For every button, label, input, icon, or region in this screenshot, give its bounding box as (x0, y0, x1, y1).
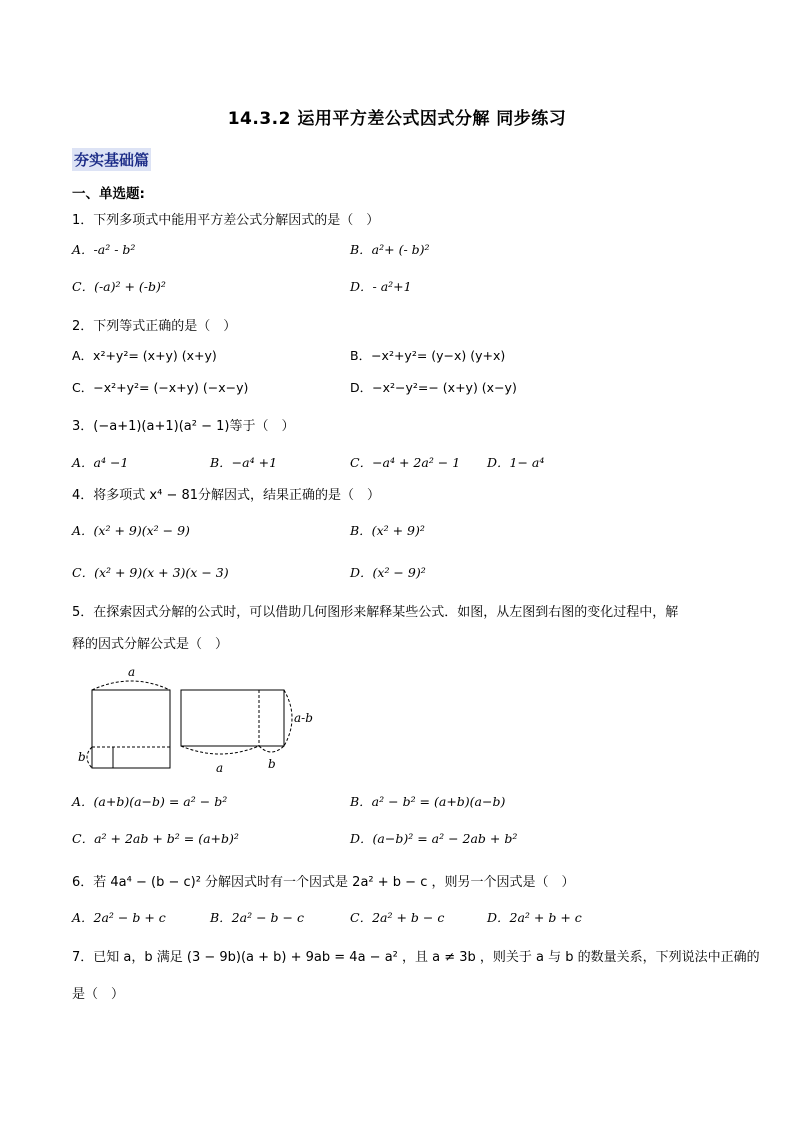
question-5-option-d: D．(a−b)² = a² − 2ab + b² (350, 831, 518, 846)
page-title: 14.3.2 运用平方差公式因式分解 同步练习 (227, 109, 567, 129)
section-heading: 一、单选题: (72, 186, 145, 202)
question-3-stem: 3．(−a+1)(a+1)(a² − 1)等于（ ） (72, 419, 295, 434)
question-5-stem-line-1: 5．在探索因式分解的公式时，可以借助几何图形来解释某些公式．如图，从左图到右图的变化过程中，解 (72, 605, 679, 620)
question-1-option-d: D．- a²+1 (350, 279, 412, 294)
question-2-option-a: A．x²+y²= (x+y) (x+y) (72, 348, 217, 363)
label-a-minus-b: a-b (294, 711, 313, 725)
left-square-figure (87, 681, 170, 768)
question-2-option-b: B．−x²+y²= (y−x) (y+x) (350, 348, 506, 363)
section-label: 夯实基础篇 (72, 148, 151, 171)
question-5-figure (70, 660, 330, 775)
question-6-option-a: A．2a² − b + c (72, 910, 166, 925)
question-7-stem-line-1: 7．已知 a，b 满足 (3 − 9b)(a + b) + 9ab = 4a − a² ，且 a ≠ 3b ，则关于 a 与 b 的数量关系，下列说法中正确的 (72, 950, 760, 965)
question-4-stem: 4．将多项式 x⁴ − 81分解因式，结果正确的是（ ） (72, 488, 381, 503)
question-5-stem-line-2: 释的因式分解公式是（ ） (72, 637, 229, 652)
question-3-option-c: C．−a⁴ + 2a² − 1 (350, 455, 461, 470)
question-1-stem: 1．下列多项式中能用平方差公式分解因式的是（ ） (72, 213, 380, 228)
question-2-option-c: C．−x²+y²= (−x+y) (−x−y) (72, 380, 249, 395)
question-4-option-d: D．(x² − 9)² (350, 565, 426, 580)
question-6-stem: 6．若 4a⁴ − (b − c)² 分解因式时有一个因式是 2a² + b − c ，则另一个因式是（ ） (72, 875, 575, 890)
question-5-option-a: A．(a+b)(a−b) = a² − b² (72, 794, 228, 809)
question-4-option-c: C．(x² + 9)(x + 3)(x − 3) (72, 565, 229, 580)
question-5-option-c: C．a² + 2ab + b² = (a+b)² (72, 831, 239, 846)
label-b-left: b (78, 750, 86, 764)
label-a-bottom: a (216, 761, 224, 775)
question-4-option-b: B．(x² + 9)² (350, 523, 425, 538)
label-a-top: a (128, 665, 136, 679)
question-5-option-b: B．a² − b² = (a+b)(a−b) (350, 794, 506, 809)
question-3-option-d: D．1− a⁴ (487, 455, 545, 470)
label-b-bottom: b (268, 757, 276, 771)
question-2-stem: 2．下列等式正确的是（ ） (72, 319, 237, 334)
question-1-option-c: C．(-a)² + (-b)² (72, 279, 166, 294)
question-7-stem-line-2: 是（ ） (72, 987, 125, 1002)
question-6-option-b: B．2a² − b − c (210, 910, 304, 925)
question-4-option-a: A．(x² + 9)(x² − 9) (72, 523, 190, 538)
question-3-option-a: A．a⁴ −1 (72, 455, 129, 470)
right-rectangle-figure (181, 690, 292, 754)
question-6-option-c: C．2a² + b − c (350, 910, 445, 925)
question-6-option-d: D．2a² + b + c (487, 910, 582, 925)
question-3-option-b: B．−a⁴ +1 (210, 455, 278, 470)
question-2-option-d: D．−x²−y²=− (x+y) (x−y) (350, 380, 517, 395)
question-1-option-a: A．-a² - b² (72, 242, 136, 257)
question-1-option-b: B．a²+ (- b)² (350, 242, 430, 257)
